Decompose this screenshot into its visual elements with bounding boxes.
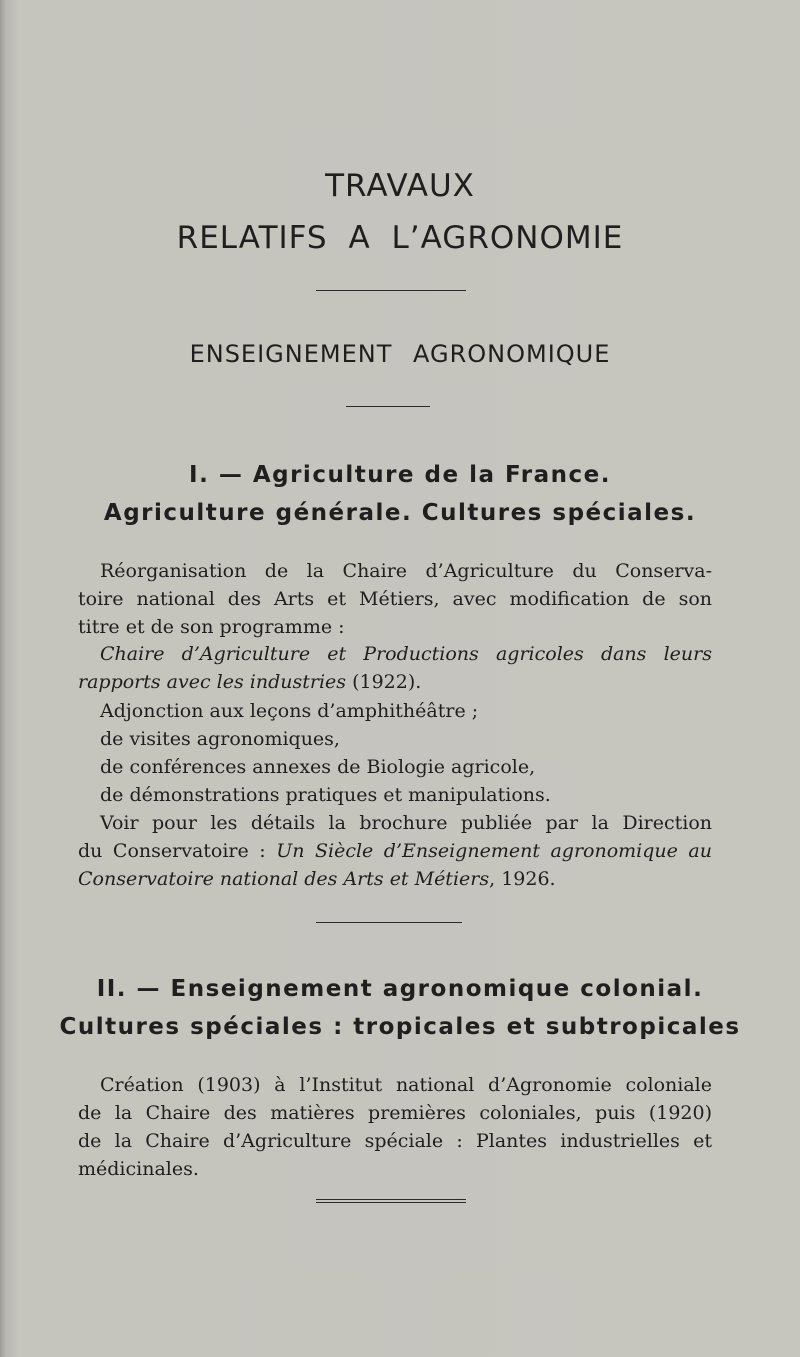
section-title: ENSEIGNEMENT AGRONOMIQUE [189,340,611,368]
divider-end [316,1199,466,1203]
divider-section [346,406,430,407]
italic-year: (1922). [346,671,422,693]
part2-heading-line-1: II. — Enseignement agronomique colonial. [96,976,704,1002]
voir-italic: Un Siècle d’Enseignement agronomique au [276,840,712,862]
list-item: de conférences annexes de Biologie agricole, [100,756,536,778]
part2-text-line: de la Chaire des matières premières coloniales, puis (1920) [78,1102,712,1124]
list-item: de démonstrations pratiques et manipulations. [100,784,551,806]
voir-italic-2: Conservatoire national des Arts et Métiers [78,868,490,890]
italic-title-1: Chaire d’Agriculture et Productions agricoles dans leurs [100,643,712,665]
voir-plain: du Conservatoire : [78,840,277,862]
voir-plain-2: , 1926. [489,868,556,890]
part2-text-line: médicinales. [78,1158,199,1180]
title-line-2: RELATIFS A L’AGRONOMIE [176,220,624,256]
title-line-1: TRAVAUX [325,168,475,204]
part1-text-line: toire national des Arts et Métiers, avec modification de son [78,588,712,610]
list-item: Adjonction aux leçons d’amphithéâtre ; [100,700,479,722]
part1-italic-line [100,643,712,665]
part1-heading-line-1: I. — Agriculture de la France. [189,462,611,488]
part1-voir-line [78,868,556,890]
part2-heading-line-2: Cultures spéciales : tropicales et subtropicales [59,1014,741,1040]
divider-part1 [316,922,462,923]
part2-text-line: de la Chaire d’Agriculture spéciale : Plantes industrielles et [78,1130,712,1152]
divider-title [316,290,466,291]
part1-voir-line [78,840,712,862]
part1-voir-line: Voir pour les détails la brochure publiée par la Direction [100,812,712,834]
list-item: de visites agronomiques, [100,728,340,750]
part1-heading-line-2: Agriculture générale. Cultures spéciales. [103,500,697,526]
part1-italic-line [78,671,421,693]
part1-text-line: Réorganisation de la Chaire d’Agriculture du Conserva- [100,560,712,582]
italic-title-2: rapports avec les industries [78,671,347,693]
part2-text-line: Création (1903) à l’Institut national d’Agronomie coloniale [100,1074,712,1096]
part1-text-line: titre et de son programme : [78,616,345,638]
